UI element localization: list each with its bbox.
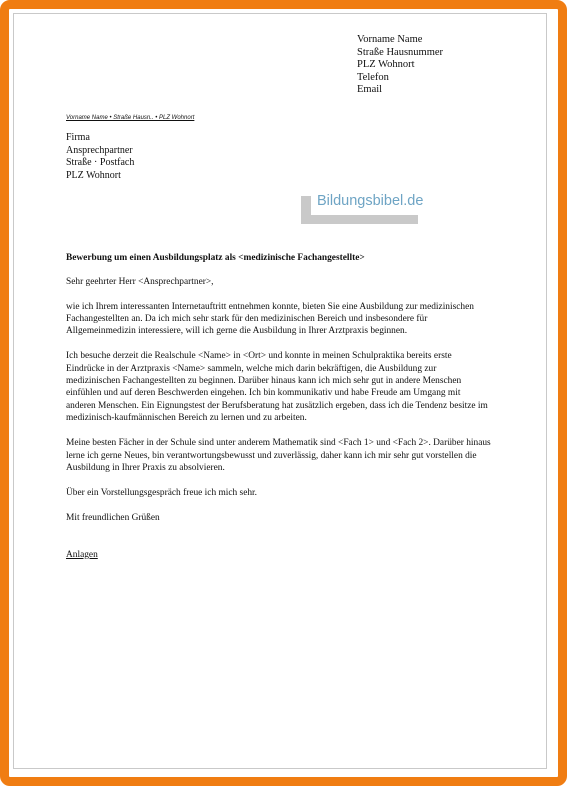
return-address-line: Vorname Name • Straße Hausn.. • PLZ Wohnort [66,115,195,121]
recipient-street: Straße · Postfach [66,157,135,168]
letter-paragraph-4: Über ein Vorstellungsgespräch freue ich mich sehr. [66,488,258,499]
letter-paragraph-2: Ich besuche derzeit die Realschule <Name> in <Ort> und konnte in meinen Schulpraktika bereits erste Eindrücke in der Arztpraxis <Name> sammeln, welche mich darin bekräftigen, die Ausbildung zur medizinischen Fachangestellten zu beginnen. Darüber hinaus kann ich mich sehr gut in andere Menschen einfühlen und auf deren Beschwerden eingehen. Ich bin kommunikativ und habe Freude am Umgang mit anderen Menschen. Ein Eignungstest der Berufsberatung hat zusätzlich ergeben, dass ich die Tendenz besitze im medizinisch-kaufmännischen Bereich zu lernen und zu arbeiten. [66,351,488,423]
letter-salutation: Sehr geehrter Herr <Ansprechpartner>, [66,277,214,288]
letter-subject: Bewerbung um einen Ausbildungsplatz als <medizinische Fachangestellte> [66,253,365,263]
recipient-address-block [66,132,134,182]
recipient-company: Firma [66,132,90,143]
letter-closing: Mit freundlichen Grüßen [66,513,160,524]
sender-phone: Telefon [357,71,389,83]
sender-address-block [357,34,443,97]
watermark-logo: Bildungsbibel.de [311,187,428,215]
sender-name: Vorname Name [357,34,423,45]
letter-attachments: Anlagen [66,549,98,560]
recipient-city: PLZ Wohnort [66,169,121,181]
letter-paragraph-1: wie ich Ihrem interessanten Internetauftritt entnehmen konnte, bieten Sie eine Ausbildung zur medizinischen Fachangestellten an. Da ich mich sehr stark für den medizinischen Bereich und insbesondere für Allgemeinmedizin interessiere, will ich gerne die Ausbildung in Ihrer Arztpraxis beginnen. [66,301,474,337]
sender-city: PLZ Wohnort [357,59,415,70]
sender-street: Straße Hausnummer [357,46,444,58]
letter-body [66,252,492,561]
letter-paragraph-3: Meine besten Fächer in der Schule sind unter anderem Mathematik sind <Fach 1> und <Fach 2>. Darüber hinaus lerne ich gerne Neues, bin verantwortungsbewusst und zuverlässig, daher kann ich mir sehr gut vorstellen die Ausbildung in Ihrer Praxis zu absolvieren. [66,438,491,473]
recipient-contact: Ansprechpartner [66,144,133,156]
sender-email: Email [357,84,383,95]
